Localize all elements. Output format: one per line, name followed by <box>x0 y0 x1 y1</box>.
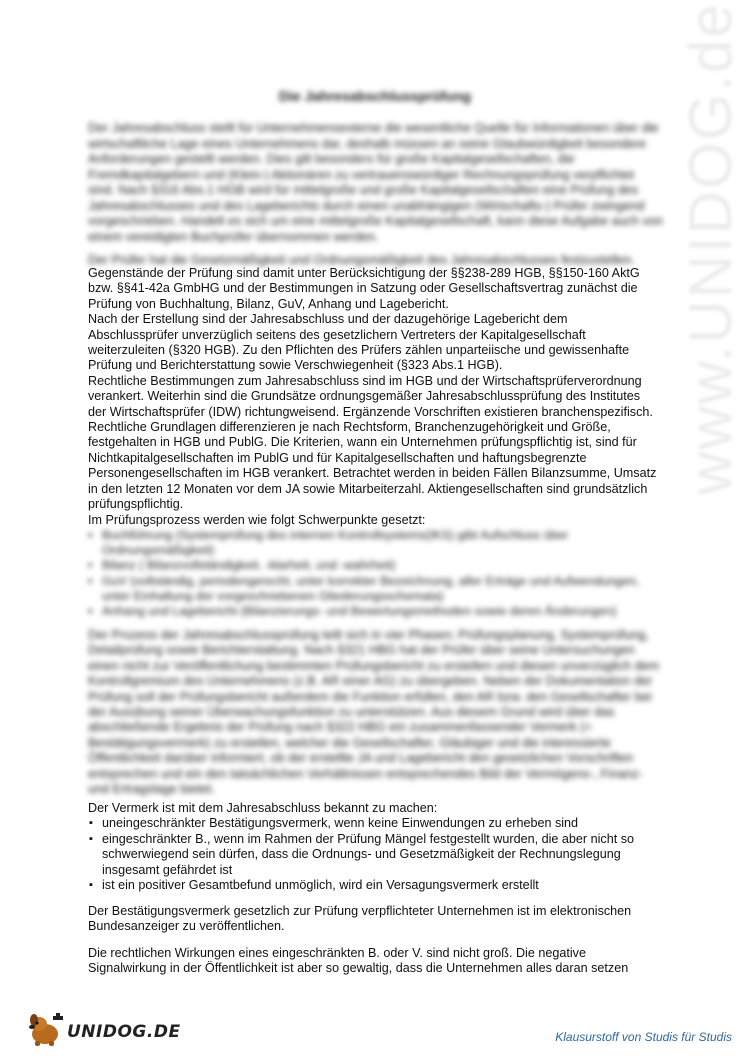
main-line: der Wirtschaftsprüfer (IDW) richtungweisend. Ergänzende Vorschriften existieren branchenspezifisch. <box>88 404 653 419</box>
main-line: in den letzten 12 Monaten vor dem JA sowie Mitarbeiterzahl. Aktiengesellschaften sind grundsätzlich <box>88 481 648 496</box>
list-item: ▪ Buchführung (Systemprüfung des internen Kontrollsystems(IKS) gibt Aufschluss über Ordnungsmäßigkeit) <box>102 528 663 558</box>
main-line: Personengesellschaften im HGB verankert. Betrachtet werden in beiden Fällen Bilanzsumme, Umsatz <box>88 466 657 481</box>
unidog-logo[interactable] <box>25 1012 181 1046</box>
main-line: Prüfung und Berichterstattung sowie Verschwiegenheit (§323 Abs.1 HGB). <box>88 358 503 373</box>
list-item: ▪ Anhang und Lagebericht (Bilanzierungs- und Bewertungsmethoden sowie deren Änderungen) <box>102 604 663 619</box>
process-paragraph: Der Prozess der Jahresabschlussprüfung teilt sich in vier Phasen; Prüfungsplanung, Systemprüfung, Detailprüfung sowie Berichterstattung. Nach §321 HBG hat der Prüfer über seine Untersuchungen einen nicht zur Veröffentlichung bestimmten Prüfungsbericht zu erstellen und diesen unverzüglich dem Kontrollgremium des Unternehmens (z.B. AR einer AG) zu übergeben. Neben der Dokumentation der Prüfung soll der Prüfungsbericht außerdem die Funktion erfüllen, den AR bzw. den Gesellschafter bei der Ausübung seiner Überwachungsfunktion zu unterstützen. Aus diesem Grund wird über das abschließende Ergebnis der Prüfung nach §322 HBG ein zusammenfassender Vermerk (= Bestätigungsvermerk) zu erstellen, welcher die Gesellschafter, Gläubiger und die interessierte Öffentlichkeit darüber informiert, ob der erstellte JA und Lagebericht den gesetzlichen Vorschriften entsprechen und ein den tatsächlichen Verhältnissen entsprechendes Bild der Vermögens-, Finanz- und Ertragslage bietet. <box>88 628 660 797</box>
effects-paragraph: Die rechtlichen Wirkungen eines eingeschränkten B. oder V. sind nicht groß. Die negative Signalwirkung in der Öffentlichkeit ist aber so gewaltig, dass die Unternehmen alles daran setzen <box>88 946 629 976</box>
main-line: prüfungspflichtig. <box>88 497 184 512</box>
second-paragraph-first-line: Der Prüfer hat die Gesetzmäßigkeit und Ordnungsmäßigkeit des Jahresabschlusses festzustellen. <box>88 253 635 267</box>
footer <box>0 1010 750 1050</box>
main-line: Rechtliche Grundlagen differenzieren je nach Rechtsform, Branchenzugehörigkeit und Größe, <box>88 420 611 435</box>
watermark <box>676 2 750 735</box>
vermerk-section <box>88 801 663 893</box>
document-title: Die Jahresabschlussprüfung <box>278 88 472 104</box>
main-paragraph <box>88 266 663 513</box>
watermark-text: www.UNIDOG.de <box>677 2 744 495</box>
vermerk-list <box>88 816 663 893</box>
list-item: ▪ Bilanz ( Bilanzvollständigkeit, -klarheit, und -wahrheit) <box>102 558 663 573</box>
main-line: festgehalten in HGB und PublG. Die Kriterien, wann ein Unternehmen prüfungspflichtig ist, sind für <box>88 435 637 450</box>
main-line: weiterzuleiten (§320 HGB). Zu den Pflichten des Prüfers zählen unparteiische und gewissenhafte <box>88 343 630 358</box>
vermerk-intro: Der Vermerk ist mit dem Jahresabschluss bekannt zu machen: <box>88 801 438 815</box>
intro-paragraph: Der Jahresabschluss stellt für Unternehmensexterne die wesentliche Quelle für Informationen über die wirtschaftliche Lage eines Unternehmens dar, deshalb müssen an seine Glaubwürdigkeit besondere Anforderungen gestellt werden. Dies gilt besonders für große Kapitalgesellschaften, die Fremdkapitalgebern und (Klein-) Aktionären zu vertrauenswürdiger Rechnungsprüfung verpflichtet sind. Nach §316 Abs.1 HGB wird für mittelgroße und große Kapitalgesellschaften eine Prüfung des Jahresabschlusses und des Lageberichts durch einen unabhängigen (Wirtschafts-) Prüfer zwingend vorgeschrieben. Handelt es sich um eine mittelgroße Kapitalgesellschaft, kann diese Aufgabe auch von einem vereidigten Buchprüfer übernommen werden. <box>88 121 663 244</box>
list-item: ▪ eingeschränkter B., wenn im Rahmen der Prüfung Mängel festgestellt wurden, die aber nicht so schwerwiegend sein dürfen, dass die Ordnungs- und Gesetzmäßigkeit der Rechnungslegung insgesamt gefährdet ist <box>102 832 663 878</box>
list-item: ▪ GuV (vollständig, periodengerecht, unter korrekter Bezeichnung, aller Erträge und Aufwendungen, unter Einhaltung der vorgeschriebenen Gliederungsschemata) <box>102 574 663 604</box>
main-line: Nach der Erstellung sind der Jahresabschluss und der dazugehörige Lagebericht dem <box>88 312 568 327</box>
main-line: Gegenstände der Prüfung sind damit unter Berücksichtigung der §§238-289 HGB, §§150-160 AktG <box>88 266 640 280</box>
bv-paragraph: Der Bestätigungsvermerk gesetzlich zur Prüfung verpflichteter Unternehmen ist im elektronischen Bundesanzeiger zu veröffentlichen. <box>88 904 632 934</box>
footer-slogan: Klausurstoff von Studis für Studis <box>555 1030 732 1044</box>
dog-icon <box>25 1012 69 1048</box>
main-line: bzw. §§41-42a GmbHG und der Bestimmungen in Satzung oder Gesellschaftsvertrag zunächst die <box>88 281 638 296</box>
main-line: Prüfung von Buchhaltung, Bilanz, GuV, Anhang und Lagebericht. <box>88 296 449 311</box>
main-line: Abschlussprüfer unverzüglich seitens des gesetzlichern Vertreters der Kapitalgesellschaft <box>88 327 586 342</box>
main-line: Nichtkapitalgesellschaften im PublG und für Kapitalgesellschaften und haftungsbegrenzte <box>88 450 587 465</box>
main-line: verankert. Weiterhin sind die Grundsätze ordnungsgemäßer Jahresabschlussprüfung des Institutes <box>88 389 641 404</box>
focus-intro: Im Prüfungsprozess werden wie folgt Schwerpunkte gesetzt: <box>88 513 426 527</box>
main-line: Rechtliche Bestimmungen zum Jahresabschluss sind im HGB und der Wirtschaftsprüferverordnung <box>88 373 642 388</box>
list-item: ▪ ist ein positiver Gesamtbefund unmöglich, wird ein Versagungsvermerk erstellt <box>102 878 663 893</box>
list-item: ▪ uneingeschränkter Bestätigungsvermerk, wenn keine Einwendungen zu erheben sind <box>102 816 663 831</box>
focus-list <box>88 528 663 619</box>
logo-text: UNIDOG.DE <box>67 1022 181 1042</box>
